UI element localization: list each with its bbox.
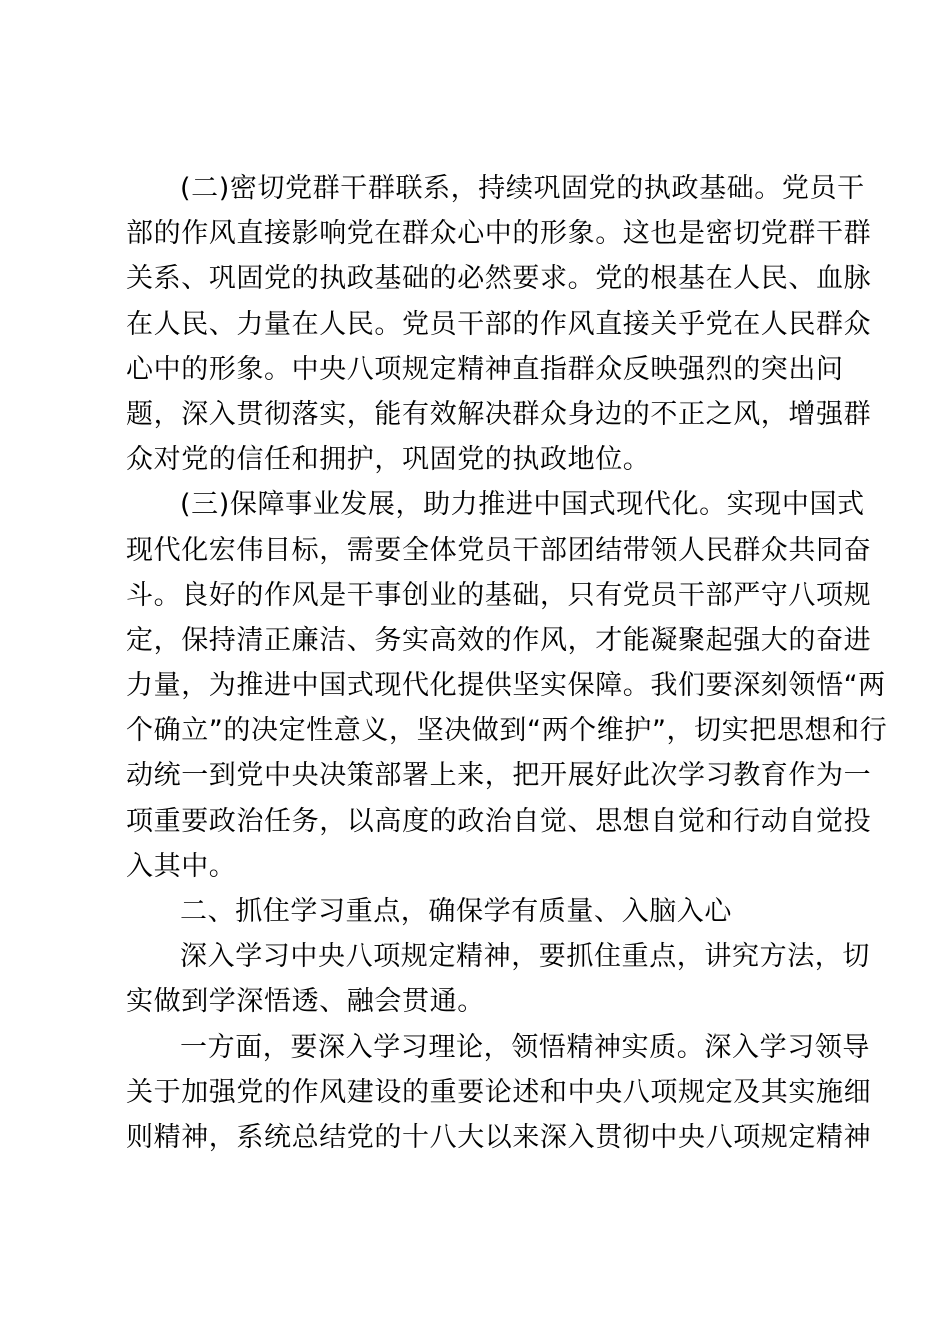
text-line: 现代化宏伟目标，需要全体党员干部团结带领人民群众共同奋 <box>126 534 872 566</box>
text-line: 项重要政治任务，以高度的政治自觉、思想自觉和行动自觉投 <box>126 805 872 837</box>
text-line: 个确立”的决定性意义，坚决做到“两个维护”，切实把思想和行 <box>126 715 888 747</box>
text-line: 入其中。 <box>126 850 237 882</box>
text-line: 动统一到党中央决策部署上来，把开展好此次学习教育作为一 <box>126 760 872 792</box>
paragraph-heading-3: (三)保障事业发展，助力推进中国式现代化。实现中国式 <box>180 489 865 521</box>
body-text <box>126 166 888 1160</box>
text-line: 力量，为推进中国式现代化提供坚实保障。我们要深刻领悟“两 <box>126 670 886 702</box>
text-line: 关于加强党的作风建设的重要论述和中央八项规定及其实施细 <box>126 1076 872 1108</box>
text-line: 一方面，要深入学习理论，领悟精神实质。深入学习领导 <box>180 1031 870 1063</box>
text-line: 众对党的信任和拥护，巩固党的执政地位。 <box>126 444 651 476</box>
paragraph-heading-2: (二)密切党群干群联系，持续巩固党的执政基础。党员干 <box>180 173 865 204</box>
text-line: 深入学习中央八项规定精神，要抓住重点，讲究方法，切 <box>180 941 870 973</box>
text-line: 在人民、力量在人民。党员干部的作风直接关乎党在人民群众 <box>126 308 872 340</box>
text-line: 定，保持清正廉洁、务实高效的作风，才能凝聚起强大的奋进 <box>126 624 872 656</box>
text-line: 题，深入贯彻落实，能有效解决群众身边的不正之风，增强群 <box>126 398 872 430</box>
text-line: 心中的形象。中央八项规定精神直指群众反映强烈的突出问 <box>126 353 844 385</box>
section-heading: 二、抓住学习重点，确保学有质量、入脑入心 <box>180 896 732 927</box>
text-line: 实做到学深悟透、融会贯通。 <box>126 986 485 1018</box>
text-line: 部的作风直接影响党在群众心中的形象。这也是密切党群干群 <box>126 218 872 250</box>
text-line: 斗。良好的作风是干事创业的基础，只有党员干部严守八项规 <box>126 579 872 611</box>
text-line: 则精神，系统总结党的十八大以来深入贯彻中央八项规定精神 <box>126 1121 872 1153</box>
text-line: 关系、巩固党的执政基础的必然要求。党的根基在人民、血脉 <box>126 263 872 295</box>
